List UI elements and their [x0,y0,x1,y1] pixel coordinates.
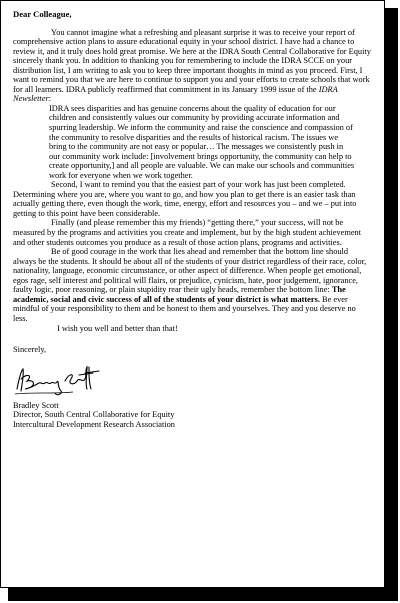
paragraph-5: I wish you well and better than that! [57,323,178,333]
newsletter-title: IDRA Newsletter [13,84,338,104]
paragraph-4-text: Be of good courage in the work that lies ahead and remember that the bottom line should always be the students. It should be about all of the students of your district regardless of their race, color, nationality, language, economic circumstance, or other aspect of difference. When people get emotional, egos rage, self interest and political will flairs, or prejudice, cynicism, hate, poor judgement, ignorance, faulty logic, poor reasoning, or plain stupidity rear their ugly heads, remember the bottom line: [13,247,367,295]
salutation: Dear Colleague, [13,9,72,19]
signer-block [13,401,372,430]
signer-title: Director, South Central Collaborative for Equity [13,410,175,420]
paragraph-1-text: You cannot imagine what a refreshing and pleasant surprise it was to receive your report of comprehensive action plans to assure educational equity in your school district. I have had a chance to review it, and it truly does hold great promise. We here at the IDRA South Central Collaborative for Equity sincerely thank you. In addition to thanking you for remembering to include the IDRA SCCE on your distribution list, I am writing to ask you to keep three important thoughts in mind as you proceed. First, I want to remind you that we are here to continue to support you and your efforts to create schools that work for all learners. IDRA publicly reaffirmed that commitment in its January 1999 issue of the [13,27,371,94]
paragraph-1 [13,28,372,104]
paragraph-3: Finally (and please remember this my friends) “getting there,” your success, will not be measured by the programs and activities you create and implement, but by the high student achievement and other students outcomes you produce as a result of those action plans, programs and activities. [13,218,362,247]
signer-organization: Intercultural Development Research Association [13,419,175,429]
paragraph-2: Second, I want to remind you that the easiest part of your work has just been completed. Determining where you are, where you want to go, and how you plan to get there is an easier task than actually getting there, even though the work, time, energy, effort and resources you – and we – put into getting to this point have been considerable. [13,180,357,218]
paragraph-4 [13,247,372,323]
paragraph-1-end: : [48,94,52,104]
signature-icon [13,361,103,401]
paragraph-4-end: Be ever mindful of your responsibility to them and be honest to them and yourselves. They and you deserve no less. [13,294,356,323]
closing: Sincerely, [13,345,47,355]
paragraph-4-emphasis: The academic, social and civic success of all of the students of your district is what matters. [13,285,346,304]
signature [13,359,372,401]
quote-text: IDRA sees disparities and has genuine concerns about the quality of education for our children and consistently values our community by providing accurate information and spurring leadership. We inform the community and raise the conscience and compassion of the community to resolve disparities and the results of historical racism. The issues we bring to the community are not easy or popular… The messages we consistently push in our community work include: [involvement brings opportunity, the community can help to create opportunity,] and all people are valuable. We can make our schools and communities work for everyone when we work together. [49,103,355,180]
signer-name: Bradley Scott [13,400,59,410]
block-quote [49,104,356,180]
